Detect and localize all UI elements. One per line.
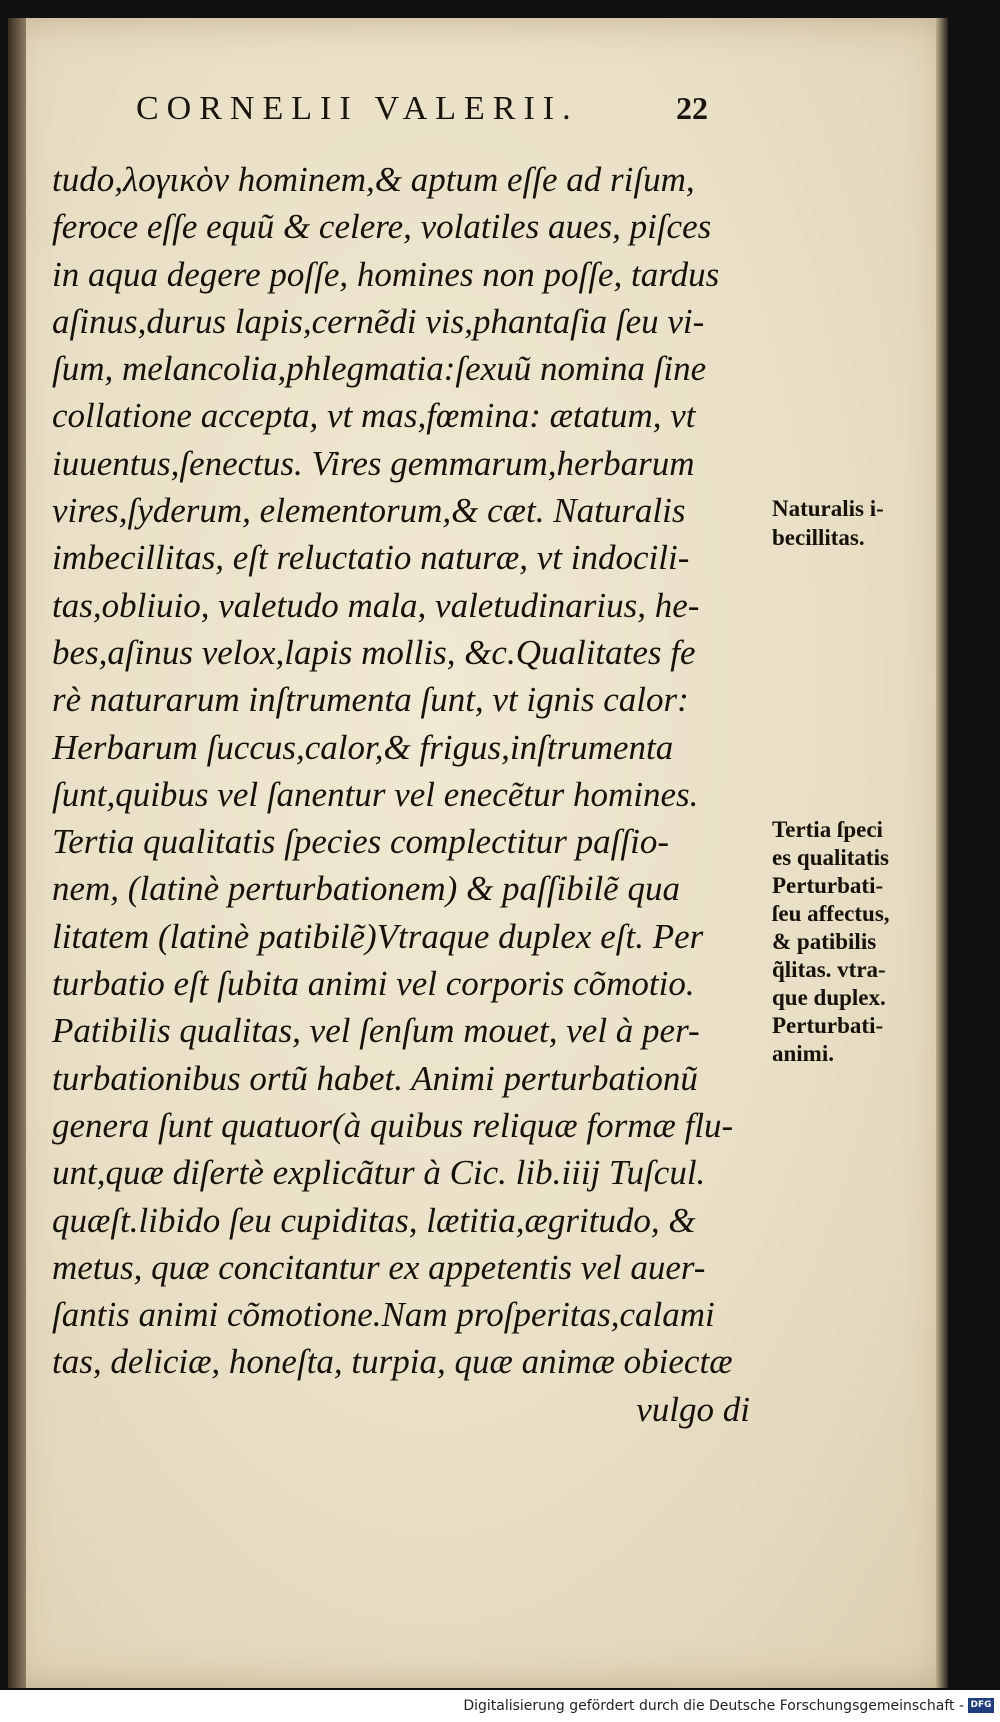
text-line: litatem (latinè patibilẽ)Vtraque duplex eſt. Per [52,916,704,956]
margin-note-line: & patibilis [772,929,877,954]
page-edge [936,18,948,1688]
text-line: rè naturarum inſtrumenta ſunt, vt ignis calor: [52,680,689,720]
text-line: turbatio eſt ſubita animi vel corporis cõmotio. [52,964,695,1004]
text-line: tas,obliuio, valetudo mala, valetudinarius, he- [52,585,700,625]
body-text [52,156,772,1433]
text-line: tas, deliciæ, honeſta, turpia, quæ animæ obiectæ [52,1342,733,1382]
margin-note-line: Tertia ſpeci [772,817,883,842]
text-line: Herbarum ſuccus,calor,& frigus,inſtrumenta [52,727,674,767]
text-line: bes,aſinus velox,lapis mollis, &c.Qualitates fe [52,632,696,672]
digitization-footer [0,1690,1000,1722]
margin-note-tertia [772,816,890,1068]
margin-note-line: Perturbati- [772,873,884,898]
text-line: collatione accepta, vt mas,fœmina: ætatum, vt [52,396,696,436]
text-line: in aqua degere poſſe, homines non poſſe, tardus [52,254,720,294]
text-line: ſunt,quibus vel ſanentur vel enecẽtur homines. [52,774,699,814]
dfg-logo: DFG [968,1698,994,1713]
margin-note-line: animi. [772,1041,834,1066]
catchword: vulgo di [636,1389,750,1429]
book-page [8,18,948,1688]
text-line: turbationibus ortũ habet. Animi perturbationũ [52,1058,698,1098]
folio-number: 22 [676,90,708,126]
text-line: unt,quæ diſertè explicãtur à Cic. lib.iiij Tuſcul. [52,1153,706,1193]
text-line: feroce eſſe equũ & celere, volatiles aues, piſces [52,207,712,247]
text-line: iuuentus,ſenectus. Vires gemmarum,herbarum [52,443,695,483]
text-line: vires,ſyderum, elementorum,& cæt. Naturalis [52,491,686,531]
text-line: imbecillitas, eſt reluctatio naturæ, vt indocili- [52,538,690,578]
margin-note-line: becillitas. [772,525,865,550]
text-line: ſantis animi cõmotione.Nam proſperitas,calami [52,1295,715,1335]
margin-note-line: ſeu affectus, [772,901,890,926]
text-line: metus, quæ concitantur ex appetentis vel auer- [52,1247,706,1287]
text-line: tudo,λογικὸν hominem,& aptum eſſe ad riſum, [52,160,695,199]
margin-note-line: que duplex. [772,985,886,1010]
text-line: ſum, melancolia,phlegmatia:ſexuũ nomina ſine [52,349,707,389]
text-line: genera ſunt quatuor(à quibus reliquæ formæ flu- [52,1105,734,1145]
margin-note-line: Perturbati- [772,1013,884,1038]
margin-note-line: q̃litas. vtra- [772,957,886,982]
margin-note-line: es qualitatis [772,845,889,870]
text-line: quæſt.libido ſeu cupiditas, lætitia,ægritudo, & [52,1200,696,1240]
text-line: Tertia qualitatis ſpecies complectitur paſſio- [52,822,669,862]
text-line: nem, (latinè perturbationem) & paſſibilẽ qua [52,869,680,909]
margin-note-line: Naturalis i- [772,496,884,521]
margin-note-naturalis [772,494,884,552]
text-line: Patibilis qualitas, vel ſenſum mouet, vel à per- [52,1011,700,1051]
running-title: CORNELII VALERII. [136,90,579,127]
funding-credit: Digitalisierung gefördert durch die Deutsche Forschungsgemeinschaft - [463,1698,964,1714]
text-line: aſinus,durus lapis,cernẽdi vis,phantaſia ſeu vi- [52,301,705,341]
page-gutter [8,18,26,1688]
